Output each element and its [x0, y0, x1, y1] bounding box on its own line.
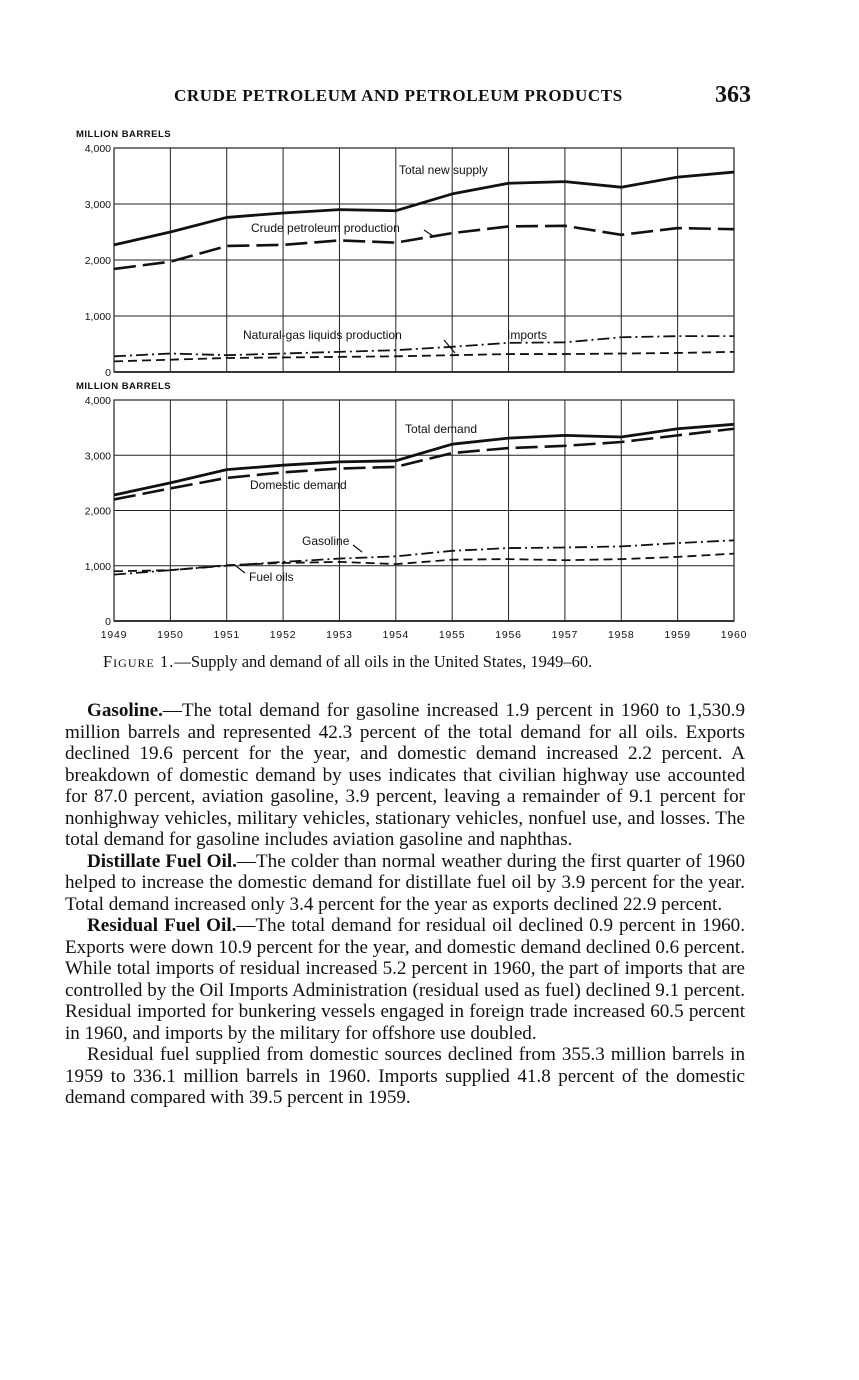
y-tick-label: 4,000 — [84, 395, 111, 407]
figure-caption-text: —Supply and demand of all oils in the United States, 1949–60. — [174, 652, 593, 671]
series-line-1 — [114, 172, 734, 245]
series-line-4 — [114, 554, 734, 572]
paragraph-heading: Gasoline. — [87, 700, 163, 721]
x-tick-label: 1949 — [100, 629, 128, 641]
figure-caption-lead: Figure 1. — [103, 652, 175, 671]
x-tick-label: 1955 — [438, 629, 466, 641]
paragraph-gasoline — [65, 700, 745, 851]
x-tick-label: 1956 — [495, 629, 522, 641]
paragraph-residual-domestic — [65, 1044, 745, 1109]
y-tick-label: 0 — [105, 367, 111, 379]
page-number: 363 — [715, 82, 751, 108]
x-tick-label: 1958 — [607, 629, 635, 641]
paragraph-heading: Distillate Fuel Oil. — [87, 850, 237, 872]
series-annotation: Total new supply — [399, 163, 488, 177]
series-line-2 — [114, 429, 734, 500]
y-axis-title: MILLION BARRELS — [76, 129, 172, 140]
x-tick-label: 1953 — [326, 629, 353, 641]
leader-arrow — [236, 566, 245, 573]
y-tick-label: 3,000 — [84, 199, 111, 211]
supply-demand-figure — [0, 0, 859, 650]
y-tick-label: 0 — [105, 616, 111, 628]
series-line-3 — [114, 352, 734, 362]
series-line-3 — [114, 540, 734, 574]
paragraph-text: —The colder than normal weather during the first quarter of 1960 helped to increase the domestic demand for distillate fuel oil by 3.9 percent for the year. Total demand increased only 3.4 percent for the year as exports declined 22.9 percent. — [65, 850, 745, 915]
running-title: CRUDE PETROLEUM AND PETROLEUM PRODUCTS — [174, 86, 623, 105]
paragraph-text: —The total demand for gasoline increased 1.9 percent in 1960 to 1,530.9 million barrels and represented 42.3 percent of the total demand for all oils. Exports declined 19.6 percent for the year, and domestic demand increased 2.2 percent. A breakdown of domestic demand by uses indicates that civilian highway use accounted for 87.0 percent, aviation gasoline, 3.9 percent, leaving a remainder of 9.1 percent for nonhighway vehicles, military vehicles, stationary vehicles, nonfuel use, and losses. The total demand for gasoline includes aviation gasoline and naphthas. — [65, 700, 745, 850]
paragraph-heading: Residual Fuel Oil. — [87, 915, 237, 936]
x-tick-label: 1959 — [664, 629, 691, 641]
series-line-2 — [114, 226, 734, 269]
series-annotation: Fuel oils — [249, 570, 294, 584]
series-annotation: Natural-gas liquids production — [243, 328, 402, 342]
body-text — [65, 700, 745, 1109]
paragraph-residual — [65, 915, 745, 1044]
paragraph-text: Residual fuel supplied from domestic sources declined from 355.3 million barrels in 1959 to 336.1 million barrels in 1960. Imports supplied 41.8 percent of the domestic demand compared with 39.5 percent in 1959. — [65, 1044, 745, 1108]
x-tick-label: 1951 — [213, 629, 241, 641]
y-tick-label: 1,000 — [84, 311, 111, 323]
x-tick-label: 1954 — [382, 629, 410, 641]
x-tick-label: 1957 — [551, 629, 579, 641]
y-tick-label: 4,000 — [84, 143, 111, 155]
x-tick-label: 1950 — [157, 629, 184, 641]
series-annotation: Imports — [507, 328, 548, 342]
y-tick-label: 2,000 — [84, 255, 111, 267]
x-tick-label: 1960 — [720, 629, 748, 641]
series-annotation: Domestic demand — [250, 478, 347, 492]
y-tick-label: 2,000 — [84, 505, 111, 518]
leader-arrow — [424, 230, 433, 236]
paragraph-distillate — [65, 851, 745, 916]
y-axis-title: MILLION BARRELS — [76, 381, 172, 392]
paragraph-text: —The total demand for residual oil declined 0.9 percent in 1960. Exports were down 10.9 percent for the year, and domestic demand declined 0.6 percent. While total imports of residual increased 5.2 percent in 1960, the part of imports that are controlled by the Oil Imports Administration (residual used as fuel) declined 9.1 percent. Residual imported for bunkering vessels engaged in foreign trade increased 60.5 percent in 1960, and imports by the military for offshore use doubled. — [65, 915, 745, 1044]
leader-arrow — [353, 545, 362, 552]
y-tick-label: 3,000 — [84, 450, 111, 463]
series-annotation: Gasoline — [302, 534, 350, 548]
y-tick-label: 1,000 — [84, 560, 111, 573]
series-annotation: Total demand — [405, 422, 478, 436]
figure-caption — [103, 652, 763, 672]
series-annotation: Crude petroleum production — [251, 221, 400, 235]
x-tick-label: 1952 — [269, 629, 297, 641]
series-line-4 — [114, 336, 734, 356]
